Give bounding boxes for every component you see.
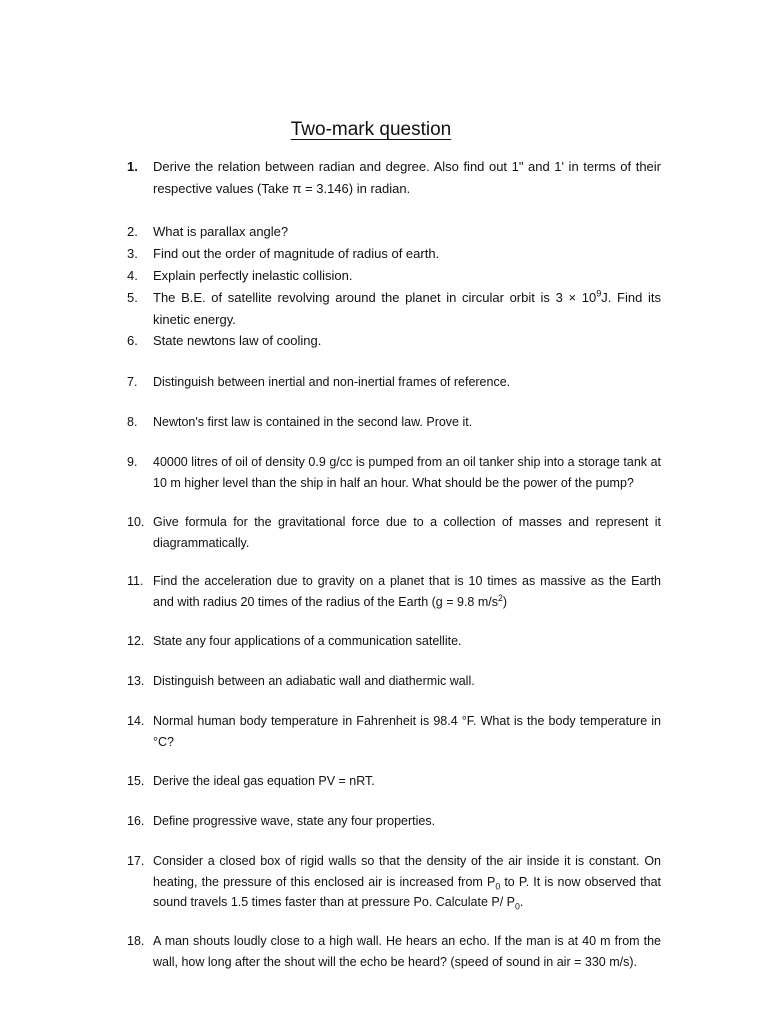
- question-item: [127, 265, 661, 287]
- question-number: 5.: [127, 290, 138, 305]
- superscript: 9: [596, 288, 602, 299]
- question-number: 11.: [127, 574, 144, 588]
- question-number: 15.: [127, 774, 145, 788]
- question-number: 3.: [127, 246, 138, 261]
- question-item: [127, 221, 661, 243]
- question-text: Define progressive wave, state any four properties.: [153, 814, 436, 828]
- question-text-part: Find the acceleration due to gravity on a planet that is 10 times as massive as the Earth and with radius 20 times of the radius of the Earth (g = 9.8 m/s: [153, 574, 661, 609]
- question-item: [127, 243, 661, 265]
- subscript: 0: [495, 881, 501, 891]
- subscript: 0: [515, 901, 520, 912]
- question-text: 40000 litres of oil of density 0.9 g/cc is pumped from an oil tanker ship into a storage tank at 10 m higher level than the ship in half an hour. What should be the power of the pump?: [153, 455, 661, 490]
- question-number: 2.: [127, 224, 138, 239]
- question-text-part: .: [519, 895, 524, 909]
- page-title-text: Two-mark question: [290, 119, 452, 140]
- question-text: Distinguish between an adiabatic wall and diathermic wall.: [153, 674, 475, 688]
- question-number: 12.: [127, 634, 145, 648]
- question-number: 1.: [127, 159, 138, 174]
- question-number: 10.: [127, 515, 145, 529]
- question-text: Derive the relation between radian and degree. Also find out 1" and 1' in terms of their respective values (Take π = 3.146) in radian.: [153, 159, 661, 196]
- question-text: Find out the order of magnitude of radius of earth.: [153, 246, 440, 261]
- page-title: [0, 118, 742, 142]
- question-text: State newtons law of cooling.: [153, 333, 322, 348]
- question-item: [127, 287, 661, 330]
- question-number: 14.: [127, 714, 145, 728]
- question-text-part: to P. It is now observed that sound travels 1.5 times faster than at pressure Po. Calculate P/ P: [153, 874, 661, 909]
- question-text-part: ): [502, 594, 508, 609]
- question-number: 18.: [127, 934, 145, 948]
- question-number: 13.: [127, 674, 145, 688]
- question-item: [127, 631, 661, 652]
- question-item: [127, 452, 661, 493]
- question-text: What is parallax angle?: [153, 224, 289, 239]
- question-number: 7.: [127, 375, 138, 389]
- question-text: State any four applications of a communication satellite.: [153, 634, 462, 648]
- question-number: 16.: [127, 814, 145, 828]
- superscript: 2: [497, 592, 503, 603]
- question-text: Give formula for the gravitational force due to a collection of masses and represent it diagrammatically.: [153, 515, 661, 550]
- question-number: 9.: [127, 455, 138, 469]
- question-item: [127, 771, 661, 792]
- question-text: Normal human body temperature in Fahrenheit is 98.4 °F. What is the body temperature in °C?: [153, 714, 661, 749]
- question-text: [153, 287, 661, 330]
- question-text: Distinguish between inertial and non-inertial frames of reference.: [153, 375, 511, 389]
- question-item: [127, 330, 661, 352]
- question-number: 6.: [127, 333, 138, 348]
- question-number: 17.: [127, 854, 145, 868]
- question-item: [127, 811, 661, 832]
- question-number: 8.: [127, 415, 138, 429]
- question-number: 4.: [127, 268, 138, 283]
- question-text: A man shouts loudly close to a high wall. He hears an echo. If the man is at 40 m from the wall, how long after the shout will the echo be heard? (speed of sound in air = 330 m/s).: [153, 934, 661, 969]
- question-item: [127, 851, 661, 913]
- question-item: [127, 512, 661, 553]
- question-item: [127, 412, 661, 433]
- question-item: [127, 372, 661, 393]
- question-text-part: The B.E. of satellite revolving around the planet in circular orbit is 3 × 10: [153, 290, 597, 305]
- question-item: [127, 156, 661, 199]
- question-text: Explain perfectly inelastic collision.: [153, 268, 353, 283]
- question-text: [153, 571, 661, 612]
- question-text: [153, 851, 661, 913]
- question-item: [127, 671, 661, 692]
- question-text-part: J. Find its kinetic energy.: [153, 290, 662, 327]
- question-text: Derive the ideal gas equation PV = nRT.: [153, 774, 375, 788]
- question-item: [127, 711, 661, 752]
- question-text-part: Consider a closed box of rigid walls so that the density of the air inside it is constant. On heating, the pressure of this enclosed air is increased from P: [153, 854, 661, 889]
- question-item: [127, 571, 661, 612]
- question-text: Newton's first law is contained in the second law. Prove it.: [153, 415, 473, 429]
- question-item: [127, 931, 661, 972]
